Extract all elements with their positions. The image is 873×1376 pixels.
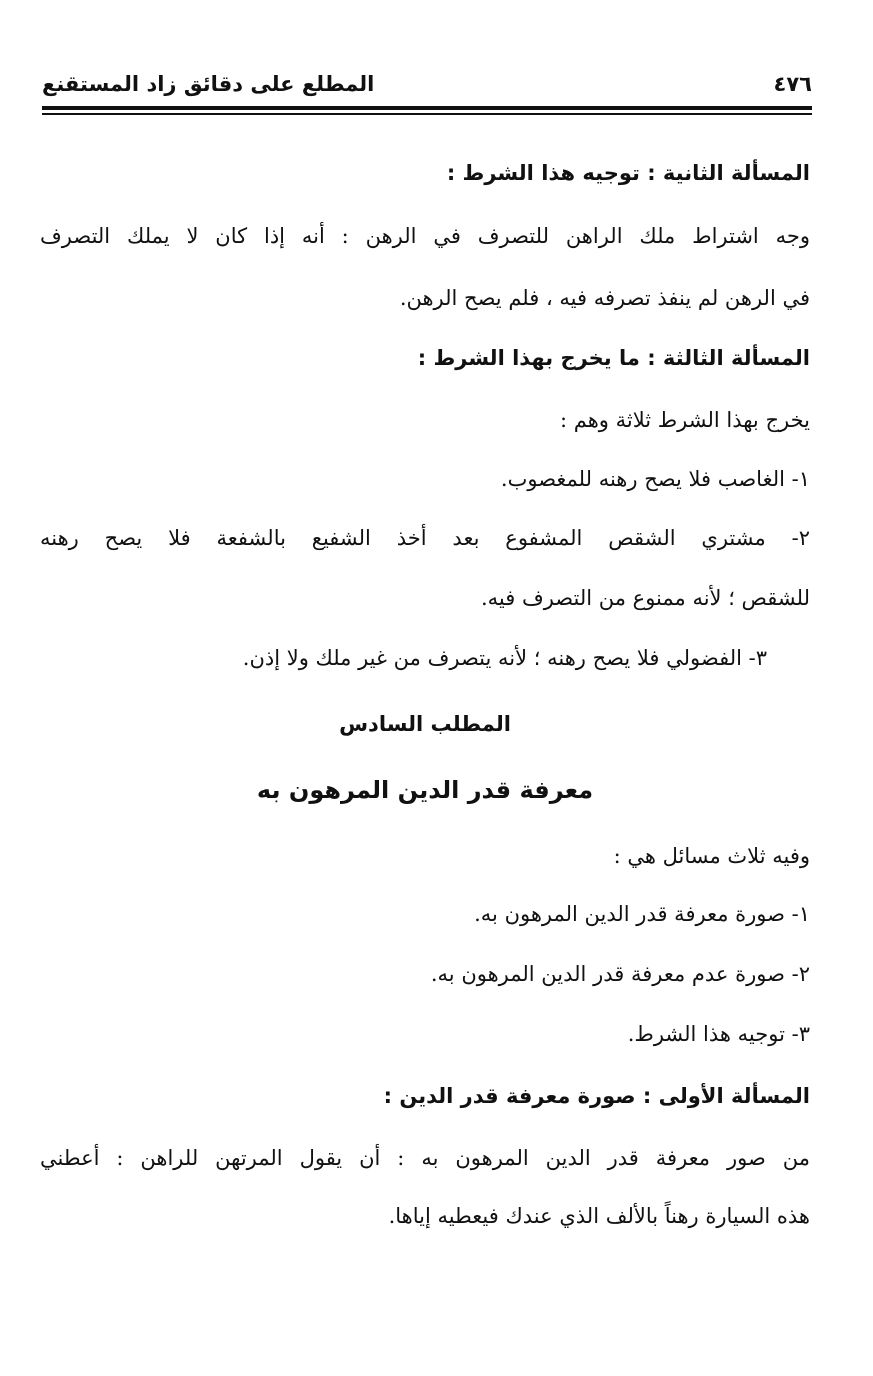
paragraph-line: يخرج بهذا الشرط ثلاثة وهم : [559,408,810,432]
list-item: ٣- توجيه هذا الشرط. [627,1022,810,1046]
heading-first-issue: المسألة الأولى : صورة معرفة قدر الدين : [383,1084,810,1108]
list-item-continuation: للشقص ؛ لأنه ممنوع من التصرف فيه. [480,586,810,610]
page-number: ٤٧٦ [773,72,812,96]
list-item: ٢- مشتري الشقص المشفوع بعد أخذ الشفيع بالشفعة فلا يصح رهنه [40,526,810,550]
header-rule-thick [42,106,812,110]
paragraph-line: وفيه ثلاث مسائل هي : [613,844,810,868]
paragraph-line: هذه السيارة رهناً بالألف الذي عندك فيعطيه إياها. [388,1204,810,1228]
list-item: ١- صورة معرفة قدر الدين المرهون به. [474,902,810,926]
heading-second-issue: المسألة الثانية : توجيه هذا الشرط : [446,161,810,185]
section-title: المطلب السادس [339,712,511,736]
paragraph-line: من صور معرفة قدر الدين المرهون به : أن يقول المرتهن للراهن : أعطني [40,1146,810,1170]
book-title: المطلع على دقائق زاد المستقنع [42,72,375,96]
list-item: ٣- الفضولي فلا يصح رهنه ؛ لأنه يتصرف من غير ملك ولا إذن. [242,646,767,670]
paragraph-line: وجه اشتراط ملك الراهن للتصرف في الرهن : أنه إذا كان لا يملك التصرف [40,224,810,248]
list-item: ١- الغاصب فلا يصح رهنه للمغصوب. [500,467,810,491]
header-rule-thin [42,113,812,115]
heading-third-issue: المسألة الثالثة : ما يخرج بهذا الشرط : [417,346,810,370]
section-subtitle: معرفة قدر الدين المرهون به [256,776,594,804]
paragraph-line: في الرهن لم ينفذ تصرفه فيه ، فلم يصح الرهن. [399,286,810,310]
page-header [42,64,812,104]
list-item: ٢- صورة عدم معرفة قدر الدين المرهون به. [430,962,810,986]
